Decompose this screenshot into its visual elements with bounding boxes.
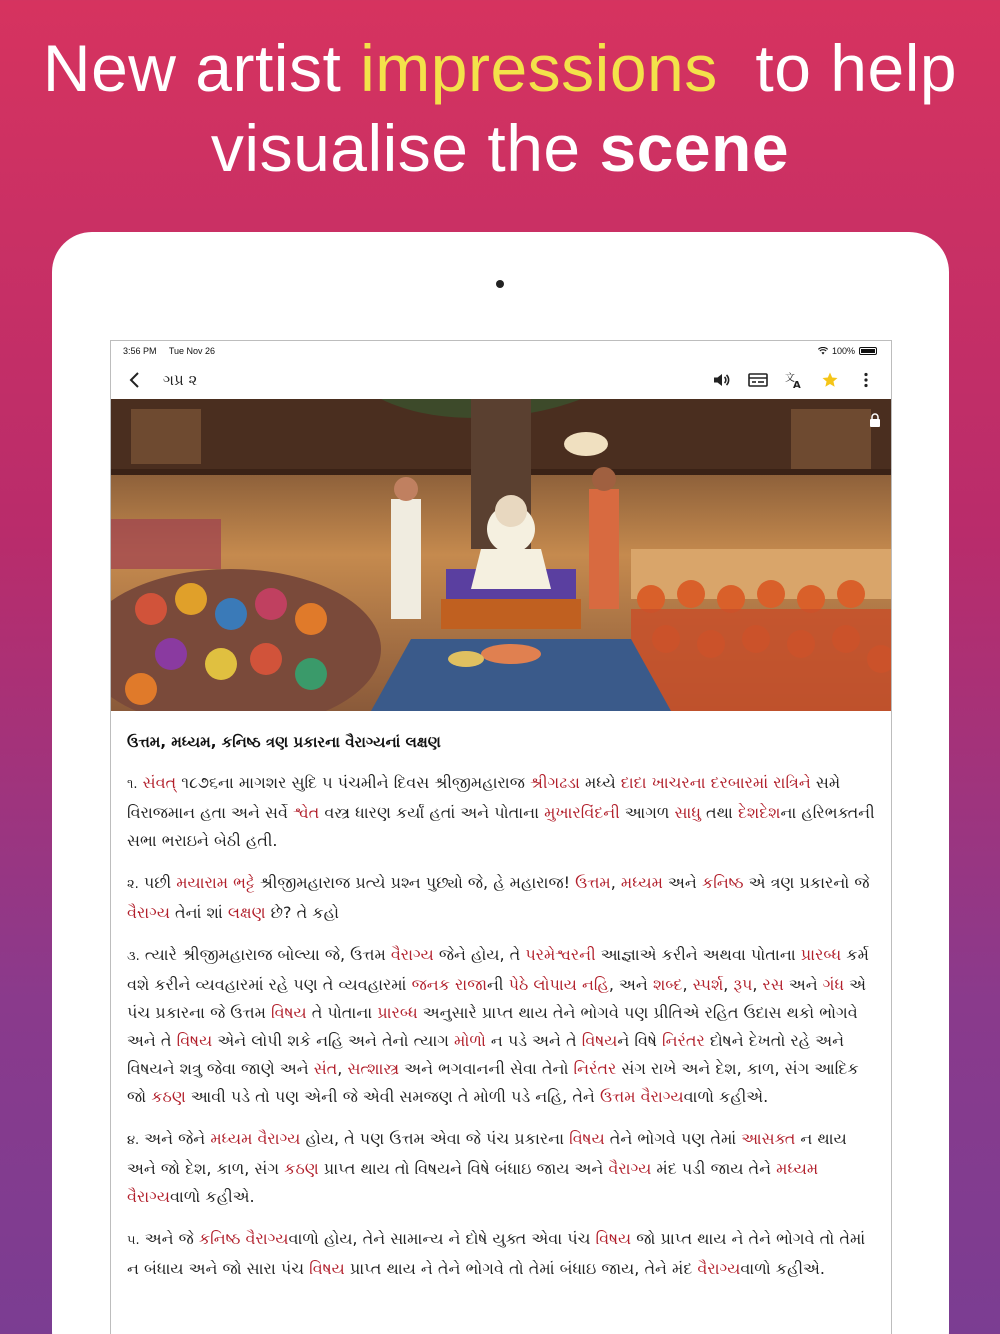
paragraph-text: એ પંચ પ્રકારના જે ઉત્તમ — [127, 975, 867, 1022]
star-icon — [821, 371, 839, 389]
paragraph-text: , — [610, 873, 621, 892]
status-left — [123, 346, 225, 356]
glossary-link[interactable]: મધ્યમ વૈરાગ્ય — [210, 1129, 301, 1148]
toolbar — [111, 361, 891, 399]
paragraph-text: , — [752, 975, 763, 994]
paragraph-text: , અને — [608, 975, 653, 994]
paragraph-text: ના હરિભક્તની સભા ભરાઇને બેઠી હતી. — [127, 803, 875, 850]
glossary-link[interactable]: મધ્યમ — [620, 873, 663, 892]
glossary-link[interactable]: વિષય — [581, 1031, 618, 1050]
paragraph-text: અને જે — [139, 1229, 199, 1248]
paragraph-text: વાળો કહીએ. — [683, 1087, 769, 1106]
paragraph-text: તેનાં શાં — [169, 903, 228, 922]
more-options-button[interactable] — [851, 366, 881, 394]
tablet-frame — [52, 232, 949, 1334]
headline-text: New artist — [42, 31, 361, 105]
glossary-link[interactable]: સંત — [313, 1059, 338, 1078]
paragraph-text: કર્મ વશે કરીને વ્યવહારમાં રહે પણ તે વ્યવહારમાં — [127, 945, 869, 994]
glossary-link[interactable]: દાદા ખાચરના દરબારમાં — [620, 773, 769, 792]
glossary-link[interactable]: વિષય — [569, 1129, 605, 1148]
paragraph-text: ની — [486, 975, 509, 994]
paragraph-text: વાળો હોય, તેને સામાન્ય ને દોષે યુક્ત એવા પંચ — [288, 1229, 596, 1248]
lock-icon — [869, 413, 881, 427]
paragraph-text: તે પોતાના — [306, 1003, 378, 1022]
paragraph-text: અને — [662, 873, 702, 892]
glossary-link[interactable]: પ્રારબ્ધ — [377, 1003, 418, 1022]
paragraph-text: દોષને દેખતો રહે અને વિષયને શત્રુ જેવા જાણે અને — [127, 1031, 845, 1078]
status-time: 3:56 PM — [123, 346, 157, 356]
glossary-link[interactable]: પરમેશ્વરની — [525, 945, 596, 964]
glossary-link[interactable]: રૂપ — [733, 975, 753, 994]
glossary-link[interactable]: દેશદેશ — [737, 803, 781, 822]
paragraph-number: ૩. — [127, 949, 140, 964]
glossary-link[interactable]: કનિષ્ઠ વૈરાગ્ય — [198, 1229, 289, 1248]
glossary-link[interactable]: સત્શાસ્ત્ર — [347, 1059, 400, 1078]
paragraph-number: ૧. — [127, 777, 138, 792]
paragraph-text: શ્રીજીમહારાજ પ્રત્યે પ્રશ્ન પુછ્યો જે, હે મહારાજ! — [254, 873, 576, 892]
glossary-link[interactable]: નિરંતર — [573, 1059, 617, 1078]
paragraph-text: છે? તે કહો — [265, 903, 339, 922]
status-date: Tue Nov 26 — [168, 346, 216, 356]
back-icon — [128, 371, 142, 389]
paragraph-text: પ્રાપ્ત થાય ને તેને ભોગવે તો તેમાં બંધાઇ જાય, તેને મંદ — [344, 1259, 698, 1278]
paragraph-text: વાળો કહીએ. — [740, 1259, 825, 1278]
favorite-button[interactable] — [815, 366, 845, 394]
battery-percent: 100% — [831, 346, 855, 356]
glossary-link[interactable]: મુખારવિંદની — [544, 803, 620, 822]
paragraph-text: , — [723, 975, 734, 994]
paragraph-text: વસ્ત્ર ધારણ કર્યાં હતાં અને પોતાના — [319, 803, 545, 822]
paragraph-text: ત્યારે શ્રીજીમહારાજ બોલ્યા જે, ઉત્તમ — [139, 945, 391, 964]
glossary-link[interactable]: લક્ષણ — [227, 903, 266, 922]
promo-headline — [0, 28, 1000, 188]
headline-line-1 — [0, 28, 1000, 108]
paragraph-text: ને વિષે — [617, 1031, 663, 1050]
headline-highlight: impressions — [360, 31, 718, 105]
headline-text: visualise the — [210, 111, 600, 185]
back-button[interactable] — [123, 368, 147, 392]
subtitles-icon — [748, 372, 768, 388]
glossary-link[interactable]: કનિષ્ઠ — [701, 873, 744, 892]
glossary-link[interactable]: શ્રીગઢડા — [529, 773, 580, 792]
glossary-link[interactable]: વિષય — [309, 1259, 345, 1278]
headline-line-2 — [0, 108, 1000, 188]
glossary-link[interactable]: આસક્ત — [741, 1129, 796, 1148]
paragraph-text: મધ્યે — [579, 773, 621, 792]
glossary-link[interactable]: મધ્યમ વૈરાગ્ય — [127, 1159, 819, 1206]
article-paragraph — [127, 769, 875, 855]
paragraph-text: જેને હોય, તે — [433, 945, 526, 964]
paragraph-text: ન પડે અને તે — [485, 1031, 582, 1050]
paragraph-text: પછી — [138, 873, 177, 892]
glossary-link[interactable]: વિષય — [271, 1003, 307, 1022]
paragraph-text: એને લોપી શકે નહિ અને તેનો ત્યાગ — [212, 1031, 455, 1050]
paragraph-text: પ્રાપ્ત થાય તો વિષયને વિષે બંધાઇ જાય અને — [318, 1159, 609, 1178]
paragraph-text: તથા — [700, 803, 738, 822]
article-paragraph — [127, 941, 875, 1111]
glossary-link[interactable]: ઉત્તમ — [575, 873, 611, 892]
glossary-link[interactable]: પ્રારબ્ધ — [800, 945, 842, 964]
reader-mode-button[interactable] — [743, 366, 773, 394]
article-paragraph — [127, 1125, 875, 1211]
paragraph-text: અને જેને — [139, 1129, 211, 1148]
paragraph-text: મંદ પડી જાય તેને — [651, 1159, 777, 1178]
glossary-link[interactable]: નિરંતર — [662, 1031, 705, 1050]
article-content — [111, 711, 891, 1283]
paragraph-text: વાળો કહીએ. — [169, 1187, 255, 1206]
svg-text:文: 文 — [785, 373, 795, 384]
glossary-link[interactable]: કઠણ — [151, 1087, 186, 1106]
glossary-link[interactable]: વૈરાગ્ય — [697, 1259, 741, 1278]
glossary-link[interactable]: વિષય — [176, 1031, 213, 1050]
paragraph-text: , — [337, 1059, 348, 1078]
paragraph-text: જો પ્રાપ્ત થાય ને તેને ભોગવે તો તેમાં ન બંધાય અને જો સારા પંચ — [127, 1229, 866, 1278]
artist-impression-image[interactable] — [111, 399, 892, 711]
glossary-link[interactable]: લોપાય નહિ — [533, 975, 609, 994]
paragraph-text: અને — [783, 975, 823, 994]
article-paragraphs — [127, 769, 875, 1283]
paragraph-text: આવી પડે તો પણ એની જે એવી સમજણ તે મોળી પડે નહિ, તેને — [185, 1087, 600, 1106]
paragraph-text: સંગ રાખે અને દેશ, કાળ, સંગ આદિક જો — [127, 1059, 859, 1106]
glossary-link[interactable]: રસ — [762, 975, 784, 994]
glossary-link[interactable]: શબ્દ — [652, 975, 683, 994]
status-bar — [111, 341, 891, 361]
glossary-link[interactable]: પેઠે — [508, 975, 529, 994]
glossary-link[interactable]: સાધુ — [674, 803, 701, 822]
speaker-icon — [713, 372, 731, 388]
glossary-link[interactable]: સ્પર્શ — [692, 975, 724, 994]
headline-bold: scene — [599, 111, 790, 185]
app-screen — [110, 340, 892, 1334]
paragraph-text: અનુસારે પ્રાપ્ત થાય તેને ભોગવે પણ પ્રીતિએ રહિત ઉદાસ થકો ભોગવે અને તે — [127, 1003, 858, 1050]
paragraph-text: , — [682, 975, 693, 994]
paragraph-text: ૧૮૭૬ના માગશર સુદિ ૫ પંચમીને દિવસ શ્રીજીમહારાજ — [176, 773, 530, 792]
glossary-link[interactable]: મોળો — [454, 1031, 486, 1050]
paragraph-text: સમે વિરાજમાન હતા અને સર્વે — [127, 773, 841, 822]
headline-text: to help — [717, 31, 958, 105]
svg-text:A: A — [793, 380, 801, 389]
paragraph-text: ન થાય અને જો દેશ, કાળ, સંગ — [127, 1129, 847, 1178]
glossary-link[interactable]: મયારામ ભટ્ટે — [176, 873, 255, 892]
paragraph-text: તેને ભોગવે પણ તેમાં — [604, 1129, 742, 1148]
status-right — [818, 346, 877, 356]
paragraph-text: અને ભગવાનની સેવા તેનો — [399, 1059, 574, 1078]
article-paragraph — [127, 869, 875, 927]
glossary-link[interactable]: વૈરાગ્ય — [127, 903, 170, 922]
paragraph-number: ૨. — [127, 877, 139, 892]
translate-button[interactable] — [779, 366, 809, 394]
glossary-link[interactable]: ગંધ — [822, 975, 845, 994]
article-paragraph — [127, 1225, 875, 1283]
battery-icon — [859, 347, 877, 355]
glossary-link[interactable]: ઉત્તમ વૈરાગ્ય — [599, 1087, 684, 1106]
glossary-link[interactable]: વિષય — [595, 1229, 632, 1248]
paragraph-text: આગળ — [619, 803, 675, 822]
glossary-link[interactable]: શ્વેત — [293, 803, 320, 822]
more-vertical-icon — [863, 372, 869, 388]
translate-icon — [784, 371, 804, 389]
glossary-link[interactable]: રાત્રિને — [773, 773, 811, 792]
glossary-link[interactable]: જનક રાજા — [411, 975, 487, 994]
audio-button[interactable] — [707, 366, 737, 394]
illustration — [111, 399, 892, 711]
page-title: ગપ્ર ૨ — [163, 371, 198, 389]
paragraph-number: ૫. — [127, 1233, 140, 1248]
paragraph-number: ૪. — [127, 1133, 140, 1148]
camera-dot — [496, 280, 504, 288]
article-heading: ઉત્તમ, મધ્યમ, કનિષ્ઠ ત્રણ પ્રકારના વૈરાગ્યનાં લક્ષણ — [127, 733, 441, 751]
glossary-link[interactable]: સંવત્ — [142, 773, 177, 792]
glossary-link[interactable]: વૈરાગ્ય — [608, 1159, 652, 1178]
paragraph-text: એ ત્રણ પ્રકારનો જે — [743, 873, 870, 892]
paragraph-text: હોય, તે પણ ઉત્તમ એવા જે પંચ પ્રકારના — [300, 1129, 570, 1148]
glossary-link[interactable]: કઠણ — [284, 1159, 319, 1178]
glossary-link[interactable]: વૈરાગ્ય — [390, 945, 434, 964]
wifi-icon — [818, 347, 828, 355]
paragraph-text: આજ્ઞાએ કરીને અથવા પોતાના — [595, 945, 801, 964]
